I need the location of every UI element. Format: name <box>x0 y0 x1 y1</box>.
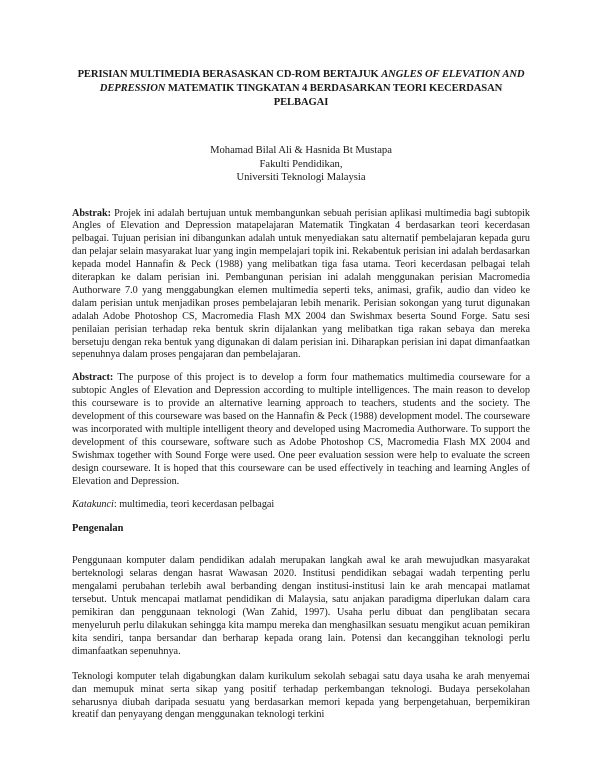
abstrak-label: Abstrak: <box>72 207 112 219</box>
abstract-label: Abstract: <box>72 372 114 384</box>
author-names: Mohamad Bilal Ali & Hasnida Bt Mustapa <box>210 145 392 156</box>
paper-title <box>72 68 530 110</box>
title-part-1: PERISIAN MULTIMEDIA BERASASKAN CD-ROM BERTAJUK <box>77 69 382 80</box>
author-block <box>72 144 530 185</box>
author-faculty: Fakulti Pendidikan, <box>259 158 343 170</box>
abstract-paragraph <box>72 372 530 488</box>
abstrak-paragraph <box>72 208 530 363</box>
keywords-text: : multimedia, teori kecerdasan pelbagai <box>113 498 275 510</box>
keywords-label: Katakunci <box>72 498 114 510</box>
title-part-2: MATEMATIK TINGKATAN 4 BERDASARKAN TEORI KECERDASAN PELBAGAI <box>165 83 503 108</box>
section-heading: Pengenalan <box>72 523 124 535</box>
abstrak-text: Projek ini adalah bertujuan untuk membangunkan sebuah perisian aplikasi multimedia bagi subtopik Angles of Elevation and Depression matapelajaran Matematik Tingkatan 4 berdasarkan teori kecerdasan pelbagai. Tujuan perisian ini dibangunkan adalah untuk menyediakan satu alternatif pembelajaran kepada guru dan pelajar selain masyarakat luar yang ingin mempelajari topik ini. Rekabentuk perisian ini adalah berdasarkan kepada model Hannafin & Peck (1988) yang melibatkan tiga fasa utama. Teori kecerdasan pelbagai telah diterapkan ke dalam perisian ini. Pembangunan perisian ini adalah menggunakan perisian Macromedia Authorware 7.0 yang menggabungkan elemen multimedia seperti teks, animasi, grafik, audio dan video ke dalam perisian untuk menjadikan proses pembelajaran lebih menarik. Perisian sokongan yang turut digunakan adalah Adobe Photoshop CS, Macromedia Flash MX 2004 dan Swishmax beserta Sound Forge. Satu sesi penilaian perisian terhadap reka bentuk skrin dijalankan yang melibatkan tiga rakan sebaya dan mereka bersetuju dengan reka bentuk yang digunakan di dalam perisian ini. Diharapkan perisian ini dapat dimanfaatkan sepenuhnya dalam proses pengajaran dan pembelajaran. <box>72 207 530 361</box>
author-university: Universiti Teknologi Malaysia <box>236 172 366 183</box>
title-italic: ANGLES OF ELEVATION AND DEPRESSION <box>99 69 525 94</box>
body-paragraph-2: Teknologi komputer telah digabungkan dalam kurikulum sekolah sebagai satu daya usaha ke arah menyemai dan memupuk minat serta sikap yang positif terhadap perkembangan teknologi. Budaya persekolahan seharusnya diubah daripada sesuatu yang berdasarkan memori kepada yang berpengetahuan, berpemikiran kreatif dan penyayang dengan menggunakan teknologi terkini <box>72 670 530 721</box>
abstract-text: The purpose of this project is to develop a form four mathematics multimedia courseware for a subtopic Angles of Elevation and Depression according to multiple intelligences. The main reason to develop this courseware is to provide an alternative learning approach to teachers, students and the society. The development of this courseware was based on the Hannafin & Peck (1988) development model. The courseware was incorporated with multiple intelligent theory and developed using Macromedia Authorware. To support the development of this courseware, software such as Adobe Photoshop CS, Macromedia Flash MX 2004 and Swishmax together with Sound Forge were used. One peer evaluation session were help to evaluate the screen design courseware. It is hoped that this courseware can be used effectively in teaching and learning Angles of Elevation and Depression. <box>72 372 530 487</box>
keywords-line <box>72 499 530 512</box>
paper-page <box>72 68 530 722</box>
body-paragraph-1: Penggunaan komputer dalam pendidikan adalah merupakan langkah awal ke arah mewujudkan masyarakat berteknologi selaras dengan hasrat Wawasan 2020. Institusi pendidikan sebagai wadah terpenting perlu mengalami perubahan terlebih awal berbanding dengan institusi-institusi lain ke arah mencapai matlamat tersebut. Untuk mencapai matlamat pendidikan di Malaysia, satu anjakan paradigma diperlukan dalam cara pemikiran dan penggunaan teknologi (Wan Zahid, 1997). Usaha perlu dibuat dan penglibatan secara menyeluruh perlu dilakukan sehingga kita mampu mereka dan menghasilkan sesuatu mengikut acuan pemikiran kita sendiri, tanpa bersandar dan berharap kepada orang lain. Potensi dan kecanggihan teknologi perlu dimanfaatkan sepenuhnya. <box>72 555 530 657</box>
